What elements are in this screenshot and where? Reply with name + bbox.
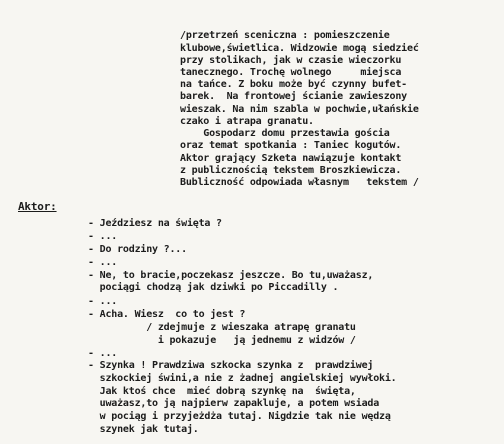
dialogue-line: - ...: [88, 296, 118, 307]
dialogue-line: w pociąg i przyjeżdża tutaj. Nigdzie tak nie wędzą: [88, 411, 391, 422]
dialogue-line: - Do rodziny ?...: [88, 244, 187, 255]
speaker-heading: Aktor:: [18, 200, 57, 213]
dialogue-line: i pokazuje ją jednemu z widzów /: [88, 335, 356, 346]
dialogue-line: pociągi chodzą jak dziwki po Piccadilly .: [88, 282, 339, 293]
stage-direction-line: z publicznością tekstem Broszkiewicza.: [180, 165, 402, 176]
dialogue-line: - ...: [88, 231, 118, 242]
dialogue-line: - Szynka ! Prawdziwa szkocka szynka z prawdziwej: [88, 360, 374, 371]
dialogue-line: - Jeździesz na święta ?: [88, 218, 222, 229]
dialogue-line: uważasz,to ją najpierw zapakluje, a potem wsiada: [88, 398, 380, 409]
stage-direction-line: wieszak. Na nim szabla w pochwie,ułańskie: [180, 104, 419, 115]
dialogue-line: - ...: [88, 348, 118, 359]
dialogue-line: Jak ktoś chce mieć dobrą szynkę na święta,: [88, 386, 356, 397]
stage-direction-line: Aktor grający Szketa nawiązuje kontakt: [180, 153, 402, 164]
stage-direction-line: oraz temat spotkania : Taniec kogutów.: [180, 140, 402, 151]
stage-direction-line: tanecznego. Trochę wolnego miejsca: [180, 67, 402, 78]
stage-direction-line: /przetrzeń sceniczna : pomieszczenie: [180, 30, 390, 41]
stage-direction-line: klubowe,świetlica. Widzowie mogą siedzieć: [180, 43, 419, 54]
dialogue-line: szkockiej świni,a nie z żadnej angielskiej wywłoki.: [88, 373, 397, 384]
dialogue-line: szynek jak tutaj.: [88, 424, 199, 435]
stage-direction-line: barek. Na frontowej ścianie zawieszony: [180, 91, 407, 102]
dialogue-line: / zdejmuje z wieszaka atrapę granatu: [88, 322, 356, 333]
dialogue-line: - Acha. Wiesz co to jest ?: [88, 309, 246, 320]
stage-direction-line: przy stolikach, jak w czasie wieczorku: [180, 55, 402, 66]
stage-direction-line: czako i atrapa granatu.: [180, 116, 314, 127]
dialogue-line: - ...: [88, 257, 118, 268]
stage-direction-line: Bubliczność odpowiada własnym tekstem /: [180, 177, 419, 188]
stage-direction-line: na tańce. Z boku może być czynny bufet-: [180, 79, 407, 90]
dialogue-line: - Ne, to bracie,poczekasz jeszcze. Bo tu,uważasz,: [88, 270, 374, 281]
stage-direction-line: Gospodarz domu przestawia gościa: [180, 128, 390, 139]
